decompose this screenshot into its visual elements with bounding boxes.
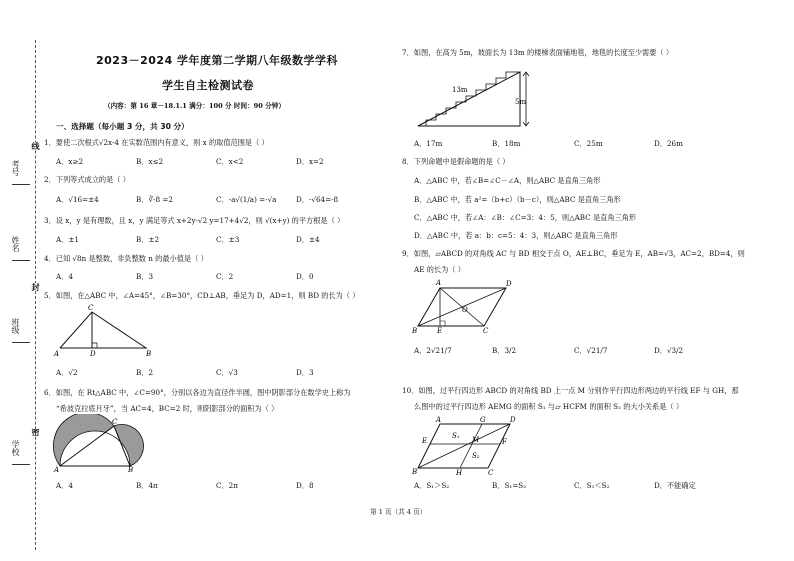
label-s2: S₂ [472, 452, 480, 460]
option-c: C．S₁＜S₂ [574, 481, 610, 490]
figure-parallelogram-abcd [410, 276, 516, 334]
option-d: D．△ABC 中，若 a：b：c=5：4：3，则△ABC 是直角三角形 [414, 231, 618, 240]
option-a: A．17m [414, 139, 443, 148]
blank-name [12, 260, 30, 261]
label-a: A [54, 466, 60, 474]
label-b: B [412, 468, 418, 476]
figure-parallelogram-em [410, 414, 520, 476]
option-b: B．3 [136, 272, 154, 281]
option-d: D．x=2 [296, 157, 324, 166]
option-a: A．4 [56, 272, 73, 281]
question-stem-cont: “希波克拉底月牙”，当 AC=4，BC=2 时，则阴影部分的面积为（ ） [56, 404, 279, 413]
label-a: A [436, 279, 442, 287]
option-d: D．-√64=-8 [296, 195, 339, 204]
option-b: B．18m [492, 139, 521, 148]
seal-mark-line: 线 [31, 142, 40, 150]
option-d: D．±4 [296, 235, 320, 244]
figure-triangle-abc [52, 302, 162, 360]
label-name: 姓名 [11, 236, 20, 252]
label-e: E [422, 437, 428, 445]
option-a: A．√16=±4 [56, 195, 99, 204]
option-c: C．-a√(1/a) =-√a [216, 195, 277, 204]
label-b: B [146, 350, 152, 358]
label-d: D [90, 350, 96, 358]
option-b: B．x≤2 [136, 157, 164, 166]
option-d: D．√3/2 [654, 346, 684, 355]
option-d: D．26m [654, 139, 683, 148]
option-c: C．2π [216, 481, 238, 490]
label-m: M [472, 436, 480, 444]
question-stem: 2．下列等式成立的是（ ） [44, 175, 130, 184]
option-b: B．±2 [136, 235, 160, 244]
label-c: C [112, 418, 118, 426]
option-c: C．25m [574, 139, 603, 148]
option-d: D．0 [296, 272, 314, 281]
seal-mark-seal: 封 [31, 283, 40, 291]
option-d: D．8 [296, 481, 314, 490]
option-b: B．3/2 [492, 346, 517, 355]
label-class: 班级 [11, 318, 20, 334]
page-footer: 第 1 页（共 4 页） [370, 508, 427, 516]
label-b: B [412, 327, 418, 334]
label-height: 5m [515, 98, 527, 106]
option-b: B．S₁=S₂ [492, 481, 527, 490]
question-stem: 6．如图，在 Rt△ABC 中，∠C=90°，分别以各边为直径作半圆，图中阴影部分在数学史上称为 [44, 388, 351, 397]
label-d: D [506, 280, 512, 288]
question-stem: 1．要使二次根式√2x-4 在实数范围内有意义，则 x 的取值范围是（ ） [44, 138, 269, 147]
label-a: A [436, 416, 442, 424]
option-a: A．√2 [56, 368, 78, 377]
seal-mark-secret: 密 [31, 428, 40, 436]
option-b: B．4π [136, 481, 158, 490]
label-d: D [510, 416, 516, 424]
option-c: C．√3 [216, 368, 238, 377]
question-stem: 5．如图，在△ABC 中，∠A=45°，∠B=30°，CD⊥AB，垂足为 D，AD=1，则 BD 的长为（ ） [44, 291, 360, 300]
option-a: A．4 [56, 481, 73, 490]
page-title: 2023－2024 学年度第二学期八年级数学学科 [96, 54, 339, 67]
figure-staircase [410, 60, 540, 132]
label-f: F [502, 438, 507, 446]
label-c: C [488, 469, 494, 476]
option-c: C．√21/7 [574, 346, 608, 355]
option-c: C．±3 [216, 235, 240, 244]
blank-school [12, 464, 30, 465]
label-a: A [54, 350, 60, 358]
label-c: C [483, 327, 489, 334]
figure-hippocrates-lune [52, 414, 162, 474]
label-h: H [456, 469, 463, 476]
option-c: C．2 [216, 272, 234, 281]
page-subtitle: 学生自主检测试卷 [162, 79, 254, 92]
label-exam-no: 考号 [11, 160, 20, 176]
blank-exam-no [12, 184, 30, 185]
option-d: D．不能确定 [654, 481, 696, 490]
blank-class [12, 342, 30, 343]
binding-line [35, 40, 36, 550]
option-a: A．S₁＞S₂ [414, 481, 450, 490]
label-o: O [462, 306, 468, 314]
question-stem: 10．如图，过平行四边形 ABCD 的对角线 BD 上一点 M 分别作平行四边形两边的平行线 EF 与 GH，那 [402, 386, 739, 395]
option-c: C．△ABC 中，若∠A：∠B：∠C=3：4：5，则△ABC 是直角三角形 [414, 213, 637, 222]
option-d: D．3 [296, 368, 314, 377]
label-b: B [128, 466, 134, 474]
exam-meta: （内容：第 16 章－18.1.1 满分：100 分 时间：90 分钟） [104, 102, 285, 110]
section-heading: 一、选择题（每小题 3 分，共 30 分） [56, 122, 189, 131]
label-e: E [437, 327, 443, 334]
option-c: C．x<2 [216, 157, 244, 166]
question-stem: 7．如图，在高为 5m，坡面长为 13m 的楼梯表面铺地毯，地毯的长度至少需要（ ） [402, 48, 674, 57]
label-g: G [480, 416, 486, 424]
label-c: C [88, 304, 94, 312]
option-a: A．△ABC 中，若∠B=∠C－∠A，则△ABC 是直角三角形 [414, 176, 601, 185]
question-stem: 3．设 x，y 是有理数，且 x，y 满足等式 x+2y-√2 y=17+4√2，则 √(x+y) 的平方根是（ ） [44, 216, 345, 225]
option-a: A．x≥2 [56, 157, 84, 166]
label-slope: 13m [452, 86, 468, 94]
label-s1: S₁ [452, 432, 460, 440]
question-stem-cont: 么图中的过平行四边形 AEMG 的面积 S₁ 与▱ HCFM 的面积 S₂ 的大小关系是（ ） [414, 402, 684, 411]
option-a: A．2√21/7 [414, 346, 452, 355]
option-b: B．△ABC 中，若 a²=（b+c）（b－c），则△ABC 是直角三角形 [414, 195, 621, 204]
question-stem-cont: AE 的长为（ ） [414, 265, 465, 274]
question-stem: 9．如图，▱ABCD 的对角线 AC 与 BD 相交于点 O，AE⊥BC，垂足为 E，AB=√3，AC=2，BD=4，则 [402, 249, 745, 258]
option-b: B．2 [136, 368, 154, 377]
question-stem: 4．已知 √8n 是整数，非负整数 n 的最小值是（ ） [44, 254, 208, 263]
question-stem: 8．下列命题中是假命题的是（ ） [402, 157, 510, 166]
label-school: 学校 [11, 440, 20, 456]
option-a: A．±1 [56, 235, 79, 244]
option-b: B．∛-8 =2 [136, 195, 173, 204]
